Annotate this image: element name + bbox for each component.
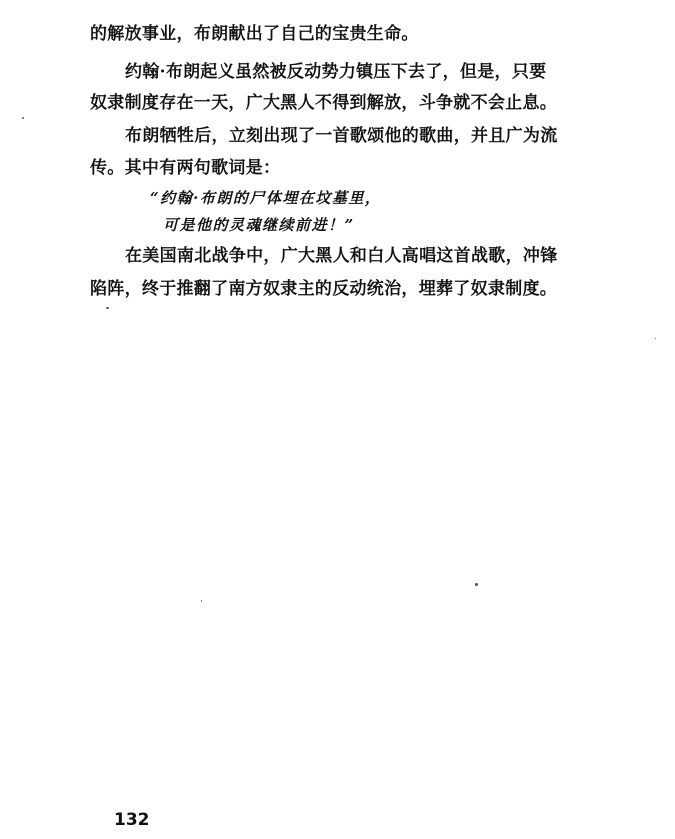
text-line-5: 传。其中有两句歌词是： [90,158,281,178]
text-line-4: 布朗牺牲后，立刻出现了一首歌颂他的歌曲，并且广为流 [125,126,558,146]
scan-speck [201,600,202,602]
text-line-3: 奴隶制度存在一天，广大黑人不得到解放，斗争就不会止息。 [90,93,558,113]
text-line-2: 约翰·布朗起义虽然被反动势力镇压下去了，但是，只要 [125,62,547,82]
page-number: 132 [114,810,150,830]
scan-speck [22,117,24,119]
text-line-8: 在美国南北战争中，广大黑人和白人高唱这首战歌，冲锋 [125,246,558,266]
scan-speck [655,338,656,339]
text-line-9: 陷阵，终于推翻了南方奴隶主的反动统治，埋葬了奴隶制度。 [90,279,558,299]
scan-speck [475,583,478,586]
song-lyric-line-1: “约翰·布朗的尸体埋在坟墓里， [150,189,382,207]
text-line-1: 的解放事业，布朗献出了自己的宝贵生命。 [90,24,419,44]
song-lyric-line-2: 可是他的灵魂继续前进！” [163,216,355,234]
scan-speck [106,307,109,309]
